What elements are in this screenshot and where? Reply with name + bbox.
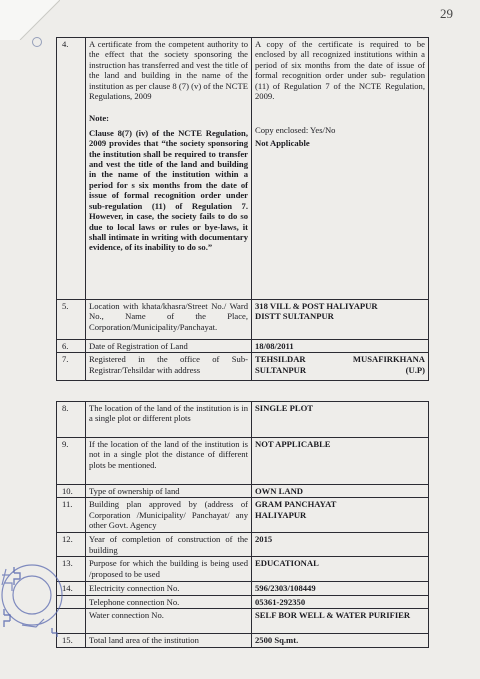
row-number: 15. — [57, 634, 86, 648]
note-body: Clause 8(7) (iv) of the NCTE Regulation, 2009 provides that “the society sponsoring the institution shall be required to transfer and vest the title of the land and building in the name of the institution within a period for s six months from the date of issue of formal recognition order under sub-regulation (11) of Regulation 7. However, in case, the society fails to do so due to local laws or rules or bye-laws, it shall intimate in writing with documentary evidence, of its inability to do so.” — [89, 127, 248, 253]
row-description: The location of the land of the institution is in a single plot or different plots — [86, 402, 252, 438]
row-value: SELF BOR WELL & WATER PURIFIER — [252, 609, 429, 634]
row-number: 12. — [57, 533, 86, 557]
row-description: Telephone connection No. — [86, 595, 252, 608]
value-text: A copy of the certificate is required to be enclosed by all recognized institutions within a period of six months from the date of issue of formal recognition order under sub- regulation (11) of Regulation 7 of the NCTE Regulation, 2009. — [255, 39, 425, 102]
table-row — [57, 402, 429, 438]
row-number: 8. — [57, 402, 86, 438]
row-description: Building plan approved by (address of Corporation /Municipality/ Panchayat/ any other Govt. Agency — [86, 498, 252, 533]
row-value: 18/08/2011 — [252, 340, 429, 353]
table-row — [57, 498, 429, 533]
row-number: 6. — [57, 340, 86, 353]
row-description: If the location of the land of the institution is not in a single plot the distance of different plots be mentioned. — [86, 438, 252, 485]
table-row — [57, 38, 429, 300]
row-value — [252, 38, 429, 300]
table-row — [57, 582, 429, 595]
table-row — [57, 438, 429, 485]
row-number: 10. — [57, 485, 86, 498]
table-row — [57, 485, 429, 498]
page-fold-corner — [0, 0, 60, 40]
row-description: Date of Registration of Land — [86, 340, 252, 353]
row-description: Year of completion of construction of the building — [86, 533, 252, 557]
page-number: 29 — [440, 6, 453, 21]
official-stamp-seal — [0, 545, 64, 637]
copy-enclosed-label: Copy enclosed: Yes/No — [255, 125, 336, 136]
table-row — [57, 557, 429, 582]
row-description: Water connection No. — [86, 609, 252, 634]
row-number: 14. — [57, 582, 86, 595]
row-description: Total land area of the institution — [86, 634, 252, 648]
table-row — [57, 300, 429, 340]
table-row — [57, 533, 429, 557]
row-number — [57, 595, 86, 608]
row-number: 5. — [57, 300, 86, 340]
land-details-table-2 — [56, 401, 429, 648]
land-details-table-1 — [56, 37, 429, 381]
row-value: 2500 Sq.mt. — [252, 634, 429, 648]
row-number: 7. — [57, 353, 86, 381]
scan-mark — [32, 37, 42, 47]
table-row — [57, 353, 429, 381]
row-number: 9. — [57, 438, 86, 485]
row-value: OWN LAND — [252, 485, 429, 498]
description-text: A certificate from the competent authority to the effect that the society sponsoring the instruction has transferred and vest the title of the land and building in the name of the institution as per clause 8 (7) (v) of the NCTE Regulations, 2009 — [89, 39, 248, 102]
row-description: Registered in the office of Sub-Registrar/Tehsildar with address — [86, 353, 252, 381]
row-value: 2015 — [252, 533, 429, 557]
row-value: 05361-292350 — [252, 595, 429, 608]
row-description: Purpose for which the building is being used /proposed to be used — [86, 557, 252, 582]
note-title: Note: — [89, 113, 110, 124]
row-value: EDUCATIONAL — [252, 557, 429, 582]
row-number: 13. — [57, 557, 86, 582]
row-description: Location with khata/khasra/Street No./ Ward No., Name of the Place, Corporation/Municipality/Panchayat. — [86, 300, 252, 340]
table-row — [57, 609, 429, 634]
value-bold: Not Applicable — [255, 137, 310, 148]
table-row — [57, 595, 429, 608]
row-value: TEHSILDAR MUSAFIRKHANA SULTANPUR (U.P) — [252, 353, 429, 381]
row-value: SINGLE PLOT — [252, 402, 429, 438]
row-value: 318 VILL & POST HALIYAPUR DISTT SULTANPUR — [252, 300, 429, 340]
row-number — [57, 609, 86, 634]
row-value: GRAM PANCHAYAT HALIYAPUR — [252, 498, 429, 533]
row-description: Electricity connection No. — [86, 582, 252, 595]
row-description: Type of ownership of land — [86, 485, 252, 498]
row-number: 4. — [57, 38, 86, 300]
row-number: 11. — [57, 498, 86, 533]
table-row — [57, 340, 429, 353]
row-description — [86, 38, 252, 300]
row-value: NOT APPLICABLE — [252, 438, 429, 485]
row-value: 596/2303/108449 — [252, 582, 429, 595]
table-row — [57, 634, 429, 648]
